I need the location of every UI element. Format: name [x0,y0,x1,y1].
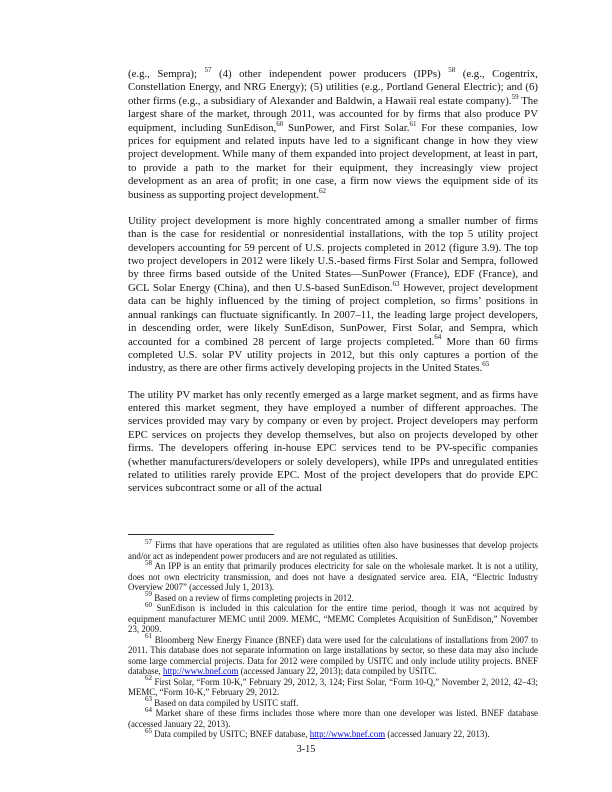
text-run: (accessed January 22, 2013); data compiled by USITC. [238,666,437,676]
page-body [128,65,539,496]
footnote [128,537,538,561]
footnote-ref: 64 [434,333,442,342]
footnote-ref: 61 [409,119,417,128]
footnote [128,726,538,740]
text-run: Bloomberg New Energy Finance (BNEF) data were used for the calculations of installations from 2007 to 2011. This database does not separate information on large installations by sector, so these data may also include some large commercial projects. Data for 2012 were compiled by USITC and only include utility projects. BNEF database, [128,634,538,676]
text-run: More than 60 firms completed U.S. solar PV utility projects in 2012, but this only captures a portion of the industry, as there are other firms actively developing projects in the United States. [128,335,539,375]
text-run: (e.g., Cogentrix, Constellation Energy, and NRG Energy); (5) utilities (e.g., Portland General Electric); and (6) other firms (e.g., a subsidiary of Alexander and Baldwin, a Hawaii real estate company). [128,68,538,107]
text-run: Market share of these firms includes those where more than one developer was listed. BNEF database (accessed January 22, 2013). [128,708,538,729]
text-run: For these companies, low prices for equipment and related inputs have led to a significant change in how they view project development. While many of them expanded into project development, at least in part, to provide a path to the market for their equipment, they increasingly view project development as an area of profit; in one case, a firm now views the equipment side of its business as supporting project development. [128,121,538,201]
text-run: (e.g., Sempra); [128,68,205,80]
body-paragraph [128,65,538,202]
text-run: Utility project development is more highly concentrated among a smaller number of firms than is the case for residential or nonresidential installations, with the top 5 utility project developers accounting for 59 percent of U.S. projects completed in 2012 (figure 3.9). The top two project developers in 2012 were likely U.S.-based firms First Solar and Sempra, followed by three firms based outside of the United States—SunPower (France), EDF (France), and GCL Solar Energy (China), and then U.S-based SunEdison. [128,214,538,294]
footnote-number: 58 [145,558,152,567]
footnote [128,674,538,698]
text-run: First Solar, “Form 10-K,” February 29, 2012, 3, 124; First Solar, “Form 10-Q,” November 2, 2012, 42–43; MEMC, “Form 10-K,” February 29, 2012. [128,676,538,697]
footnote [128,558,538,593]
footnote-ref: 62 [319,186,327,195]
footnote-ref: 65 [482,360,490,369]
text-run: Based on data compiled by USITC staff. [152,697,299,708]
text-run: (4) other independent power producers (IPPs) [211,68,449,80]
footnote-number: 60 [145,600,152,609]
page-number: 3-15 [296,744,316,755]
text-run: However, project development data can be highly influenced by the timing of project completion, so firms’ positions in annual rankings can fluctuate significantly. In 2007–11, the leading large project developers, in descending order, were likely SunEdison, SunPower, First Solar, and Sempra, which accounted for a combined 28 percent of large projects completed. [128,281,538,348]
footnote-section [128,534,538,740]
body-paragraph [128,215,538,376]
footnote-ref: 59 [511,92,519,101]
text-run: The largest share of the market, through 2011, was accounted for by firms that also produce PV equipment, including SunEdison, [128,94,538,134]
body-paragraph [128,389,538,496]
footnote [128,695,538,709]
bnef-link[interactable]: http://www.bnef.com [163,666,239,676]
text-run: Firms that have operations that are regulated as utilities often also have businesses that develop projects and/or act as independent power producers and are not regulated as utilities. [128,540,538,561]
text-run: (accessed January 22, 2013). [385,729,490,739]
footnote-number: 61 [145,632,152,641]
footnote-separator-rule [128,534,274,535]
bnef-link[interactable]: http://www.bnef.com [309,729,386,739]
text-run: SunPower, and First Solar. [283,121,410,134]
footnote-list [128,537,538,740]
footnote-number: 59 [145,590,152,599]
footnote-number: 65 [145,726,152,735]
footnote-number: 57 [145,537,152,546]
text-run: The utility PV market has only recently emerged as a large market segment, and as firms have entered this market segment, they have employed a number of different approaches. The services provided may vary by company or even by project. Project developers may perform EPC services on projects they develop themselves, but also on projects developed by other firms. The developers offering in-house EPC services tend to be PV-specific companies (whether manufacturers/developers or solely developers), while IPPs and unregulated entities related to utilities rarely provide EPC. Most of the project developers that do provide EPC services subcontract some or all of the actual [128,388,538,495]
footnote-ref: 60 [276,119,284,128]
footnote [128,632,538,677]
footnote-ref: 63 [392,279,400,288]
footnote [128,705,538,729]
body-paragraphs [128,65,539,496]
footnote-number: 62 [145,674,152,683]
footnote-ref: 57 [204,65,212,74]
footnote-number: 64 [145,705,152,714]
text-run: An IPP is an entity that primarily produces electricity for sale on the wholesale market. It is not a utility, does not own electricity transmission, and does not have a designated service area. EIA, “Electric Industry Overview 2007” (accessed July 1, 2013). [128,561,538,592]
text-run: Data compiled by USITC; BNEF database, [152,729,310,739]
footnote [128,590,538,604]
footnote-number: 63 [145,695,152,704]
text-run: SunEdison is included in this calculation for the entire time period, though it was not acquired by equipment manufacturer MEMC until 2009. MEMC, “MEMC Completes Acquisition of SunEdison,” November 23, 2009. [128,603,538,634]
footnote-ref: 58 [448,65,456,74]
footnote [128,600,538,635]
text-run: Based on a review of firms completing projects in 2012. [152,592,354,603]
